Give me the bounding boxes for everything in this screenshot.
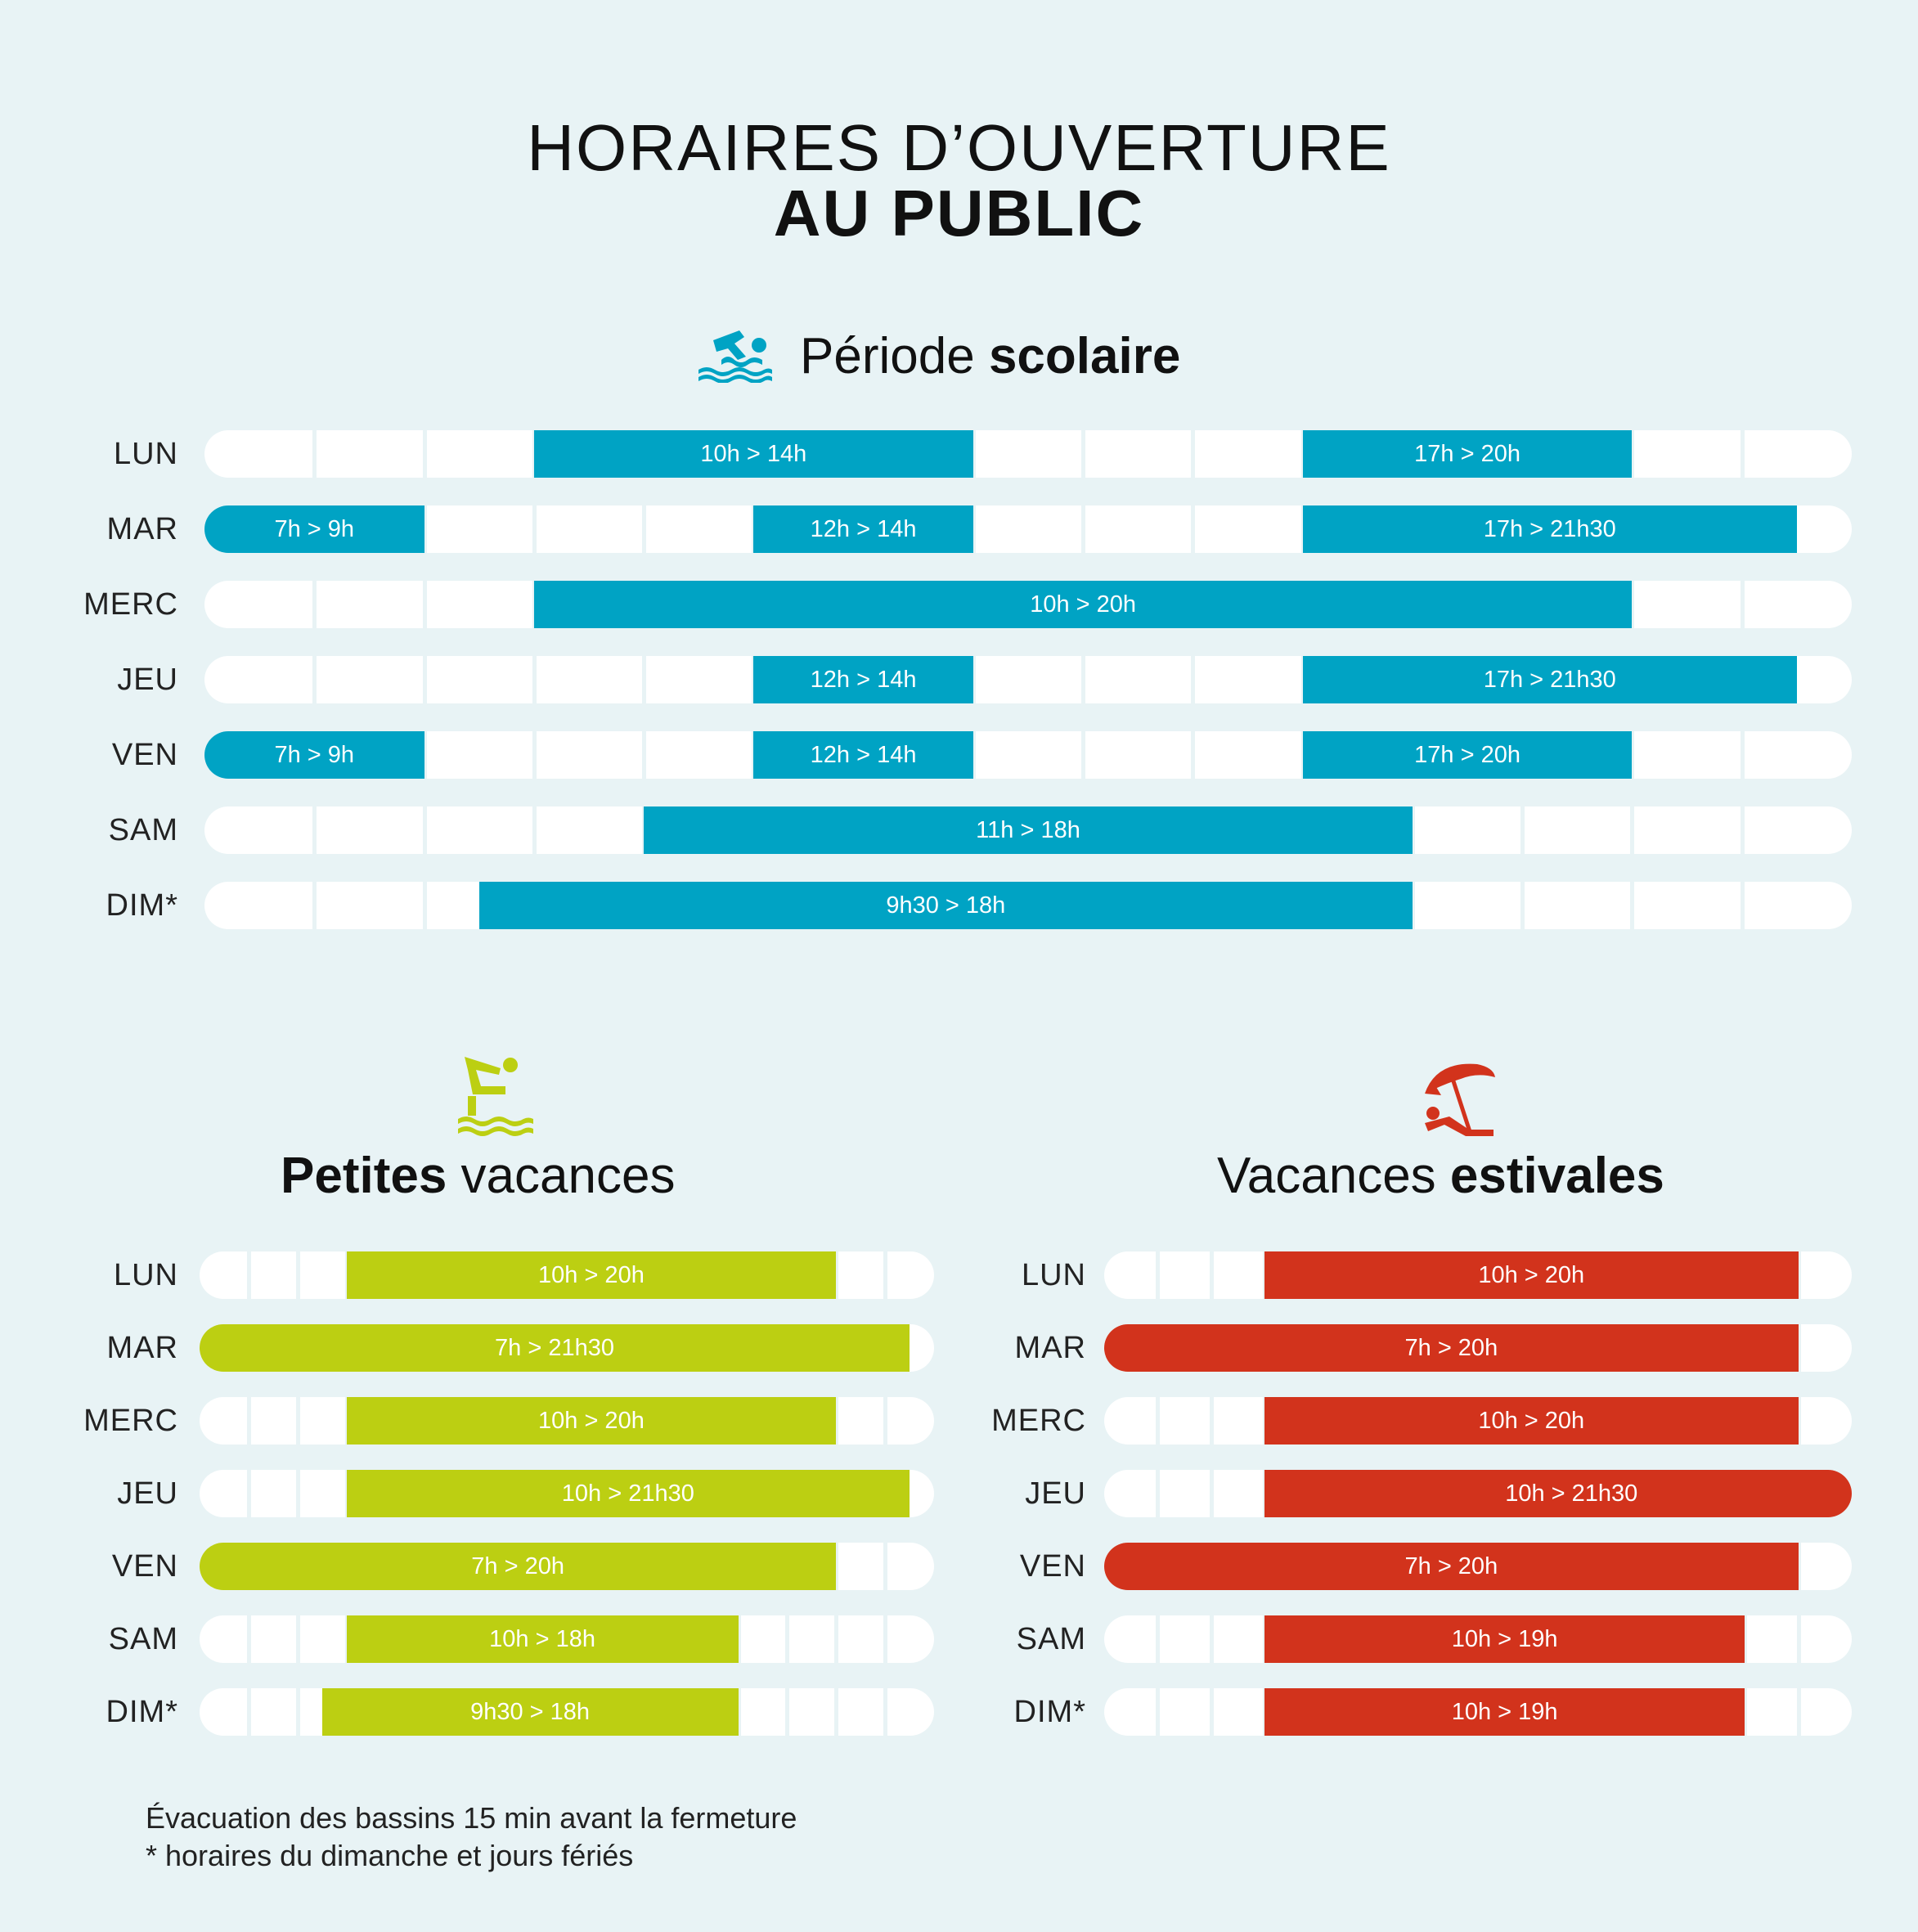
- track-scolaire: [204, 505, 1852, 553]
- grid-line: [1210, 1615, 1214, 1663]
- grid-line: [296, 1251, 300, 1299]
- swimmer-icon: [697, 327, 772, 383]
- day-label-estivales: MAR: [1014, 1331, 1086, 1365]
- grid-line: [247, 1688, 251, 1736]
- track-petites: [200, 1397, 934, 1445]
- bar-label: 10h > 19h: [1451, 1625, 1558, 1652]
- bar-label: 12h > 14h: [810, 515, 917, 542]
- day-label-scolaire: MAR: [106, 512, 178, 546]
- page-title-line2: AU PUBLIC: [773, 177, 1145, 249]
- bar-scolaire: [1303, 505, 1797, 553]
- grid-line: [883, 1688, 887, 1736]
- grid-line: [532, 505, 537, 553]
- bar-scolaire: [204, 731, 424, 779]
- bar-label: 17h > 20h: [1414, 741, 1520, 768]
- grid-line: [296, 1397, 300, 1445]
- bar-petites: [347, 1470, 910, 1517]
- note-sunday: * horaires du dimanche et jours fériés: [146, 1839, 634, 1872]
- grid-line: [883, 1251, 887, 1299]
- beach-umbrella-icon: [1420, 1059, 1498, 1141]
- grid-line: [1210, 1397, 1214, 1445]
- grid-line: [1191, 430, 1195, 478]
- grid-line: [1156, 1615, 1160, 1663]
- grid-line: [1520, 806, 1525, 854]
- grid-line: [1520, 882, 1525, 929]
- section-title-petites-bold: Petites: [281, 1148, 447, 1204]
- grid-line: [423, 581, 427, 628]
- diver-icon: [456, 1054, 533, 1140]
- grid-line: [1741, 430, 1745, 478]
- track-scolaire: [204, 656, 1852, 703]
- day-label-estivales: JEU: [1025, 1476, 1086, 1511]
- bar-petites: [347, 1251, 837, 1299]
- track-estivales: [1104, 1615, 1852, 1663]
- bar-label: 17h > 20h: [1414, 440, 1520, 467]
- grid-line: [423, 806, 427, 854]
- bar-petites: [200, 1324, 910, 1372]
- grid-line: [642, 505, 646, 553]
- bar-scolaire: [479, 882, 1413, 929]
- day-label-petites: JEU: [117, 1476, 178, 1511]
- grid-line: [296, 1688, 300, 1736]
- bar-label: 9h30 > 18h: [470, 1698, 591, 1725]
- bar-scolaire: [1303, 656, 1797, 703]
- track-petites: [200, 1251, 934, 1299]
- track-petites: [200, 1324, 934, 1372]
- grid-line: [883, 1543, 887, 1590]
- bar-label: 9h30 > 18h: [886, 892, 1006, 919]
- bar-scolaire: [1303, 430, 1633, 478]
- day-label-estivales: VEN: [1019, 1549, 1086, 1584]
- track-scolaire: [204, 882, 1852, 929]
- grid-line: [247, 1615, 251, 1663]
- grid-line: [1156, 1397, 1160, 1445]
- grid-line: [1156, 1688, 1160, 1736]
- track-petites: [200, 1543, 934, 1590]
- grid-line: [312, 882, 317, 929]
- bar-estivales: [1104, 1324, 1799, 1372]
- bar-scolaire: [204, 505, 424, 553]
- page-title-line1: HORAIRES D’OUVERTURE: [527, 111, 1391, 184]
- bar-estivales: [1264, 1688, 1745, 1736]
- bar-label: 7h > 9h: [274, 741, 355, 768]
- grid-line: [1156, 1251, 1160, 1299]
- section-title-scolaire-regular: Période: [800, 328, 989, 384]
- grid-line: [1081, 430, 1085, 478]
- track-petites: [200, 1470, 934, 1517]
- bar-scolaire: [753, 505, 973, 553]
- grid-line: [1741, 731, 1745, 779]
- track-estivales: [1104, 1543, 1852, 1590]
- bar-label: 10h > 20h: [1478, 1261, 1585, 1288]
- grid-line: [1210, 1251, 1214, 1299]
- day-label-petites: MERC: [83, 1404, 178, 1438]
- day-label-scolaire: VEN: [111, 738, 178, 772]
- section-title-estivales-regular: Vacances: [1217, 1148, 1450, 1204]
- grid-line: [642, 731, 646, 779]
- bar-label: 10h > 20h: [538, 1261, 645, 1288]
- grid-line: [532, 656, 537, 703]
- grid-line: [1210, 1470, 1214, 1517]
- bar-label: 10h > 20h: [538, 1407, 645, 1434]
- grid-line: [1797, 1688, 1801, 1736]
- grid-line: [834, 1615, 838, 1663]
- grid-line: [883, 1397, 887, 1445]
- grid-line: [1741, 806, 1745, 854]
- grid-line: [312, 581, 317, 628]
- grid-line: [642, 656, 646, 703]
- day-label-scolaire: LUN: [113, 437, 178, 471]
- day-label-estivales: SAM: [1016, 1622, 1086, 1656]
- grid-line: [785, 1615, 789, 1663]
- grid-line: [532, 731, 537, 779]
- grid-line: [423, 882, 427, 929]
- grid-line: [423, 430, 427, 478]
- bar-label: 11h > 18h: [976, 816, 1080, 843]
- bar-label: 10h > 20h: [1478, 1407, 1585, 1434]
- day-label-estivales: DIM*: [1013, 1695, 1086, 1729]
- bar-estivales: [1264, 1251, 1799, 1299]
- bar-label: 10h > 21h30: [1505, 1480, 1638, 1507]
- grid-line: [1081, 505, 1085, 553]
- grid-line: [883, 1615, 887, 1663]
- bar-estivales: [1264, 1470, 1852, 1517]
- section-title-petites-regular: vacances: [447, 1148, 676, 1204]
- grid-line: [1156, 1470, 1160, 1517]
- track-estivales: [1104, 1688, 1852, 1736]
- track-estivales: [1104, 1251, 1852, 1299]
- bar-scolaire: [753, 656, 973, 703]
- track-estivales: [1104, 1324, 1852, 1372]
- day-label-petites: LUN: [113, 1258, 178, 1292]
- grid-line: [423, 656, 427, 703]
- day-label-petites: SAM: [108, 1622, 178, 1656]
- grid-line: [1741, 882, 1745, 929]
- track-scolaire: [204, 430, 1852, 478]
- bar-label: 7h > 21h30: [495, 1334, 614, 1361]
- bar-petites: [322, 1688, 739, 1736]
- track-estivales: [1104, 1397, 1852, 1445]
- grid-line: [1210, 1688, 1214, 1736]
- bar-petites: [347, 1615, 739, 1663]
- bar-label: 7h > 9h: [274, 515, 355, 542]
- day-label-estivales: MERC: [991, 1404, 1086, 1438]
- grid-line: [1191, 731, 1195, 779]
- track-scolaire: [204, 806, 1852, 854]
- track-scolaire: [204, 731, 1852, 779]
- bar-label: 10h > 18h: [489, 1625, 595, 1652]
- day-label-petites: MAR: [106, 1331, 178, 1365]
- bar-label: 17h > 21h30: [1483, 666, 1616, 693]
- section-title-scolaire-bold: scolaire: [988, 328, 1181, 384]
- day-label-scolaire: JEU: [117, 663, 178, 697]
- bar-label: 7h > 20h: [1404, 1334, 1498, 1361]
- bar-label: 10h > 19h: [1451, 1698, 1558, 1725]
- bar-label: 7h > 20h: [1404, 1552, 1498, 1579]
- bar-scolaire: [1303, 731, 1633, 779]
- grid-line: [1797, 1615, 1801, 1663]
- bar-estivales: [1264, 1615, 1745, 1663]
- grid-line: [247, 1251, 251, 1299]
- note-evacuation: Évacuation des bassins 15 min avant la fermeture: [146, 1801, 797, 1835]
- bar-scolaire: [753, 731, 973, 779]
- bar-petites: [347, 1397, 837, 1445]
- bar-label: 17h > 21h30: [1483, 515, 1616, 542]
- day-label-scolaire: SAM: [108, 813, 178, 847]
- track-petites: [200, 1615, 934, 1663]
- section-title-estivales-bold: estivales: [1449, 1148, 1664, 1204]
- bar-label: 12h > 14h: [810, 741, 917, 768]
- bar-petites: [200, 1543, 836, 1590]
- grid-line: [1630, 806, 1634, 854]
- day-label-scolaire: DIM*: [106, 888, 178, 923]
- grid-line: [312, 656, 317, 703]
- grid-line: [1741, 581, 1745, 628]
- section-title-estivales: [1217, 1147, 1664, 1205]
- grid-line: [834, 1688, 838, 1736]
- grid-line: [312, 806, 317, 854]
- grid-line: [1191, 656, 1195, 703]
- grid-line: [296, 1615, 300, 1663]
- grid-line: [785, 1688, 789, 1736]
- day-label-petites: VEN: [111, 1549, 178, 1584]
- bar-label: 12h > 14h: [810, 666, 917, 693]
- track-petites: [200, 1688, 934, 1736]
- track-estivales: [1104, 1470, 1852, 1517]
- grid-line: [312, 430, 317, 478]
- bar-estivales: [1104, 1543, 1799, 1590]
- grid-line: [1191, 505, 1195, 553]
- bar-scolaire: [534, 430, 973, 478]
- track-scolaire: [204, 581, 1852, 628]
- grid-line: [247, 1397, 251, 1445]
- day-label-petites: DIM*: [106, 1695, 178, 1729]
- grid-line: [296, 1470, 300, 1517]
- grid-line: [1630, 882, 1634, 929]
- bar-label: 10h > 20h: [1030, 591, 1137, 618]
- section-title-petites: [281, 1147, 675, 1205]
- day-label-scolaire: MERC: [83, 587, 178, 622]
- bar-label: 10h > 14h: [700, 440, 807, 467]
- section-title-scolaire: [800, 327, 1180, 385]
- grid-line: [247, 1470, 251, 1517]
- bar-label: 10h > 21h30: [561, 1480, 694, 1507]
- grid-line: [532, 806, 537, 854]
- grid-line: [1081, 656, 1085, 703]
- bar-estivales: [1264, 1397, 1799, 1445]
- bar-label: 7h > 20h: [471, 1552, 564, 1579]
- bar-scolaire: [534, 581, 1633, 628]
- grid-line: [1081, 731, 1085, 779]
- day-label-estivales: LUN: [1021, 1258, 1086, 1292]
- bar-scolaire: [644, 806, 1413, 854]
